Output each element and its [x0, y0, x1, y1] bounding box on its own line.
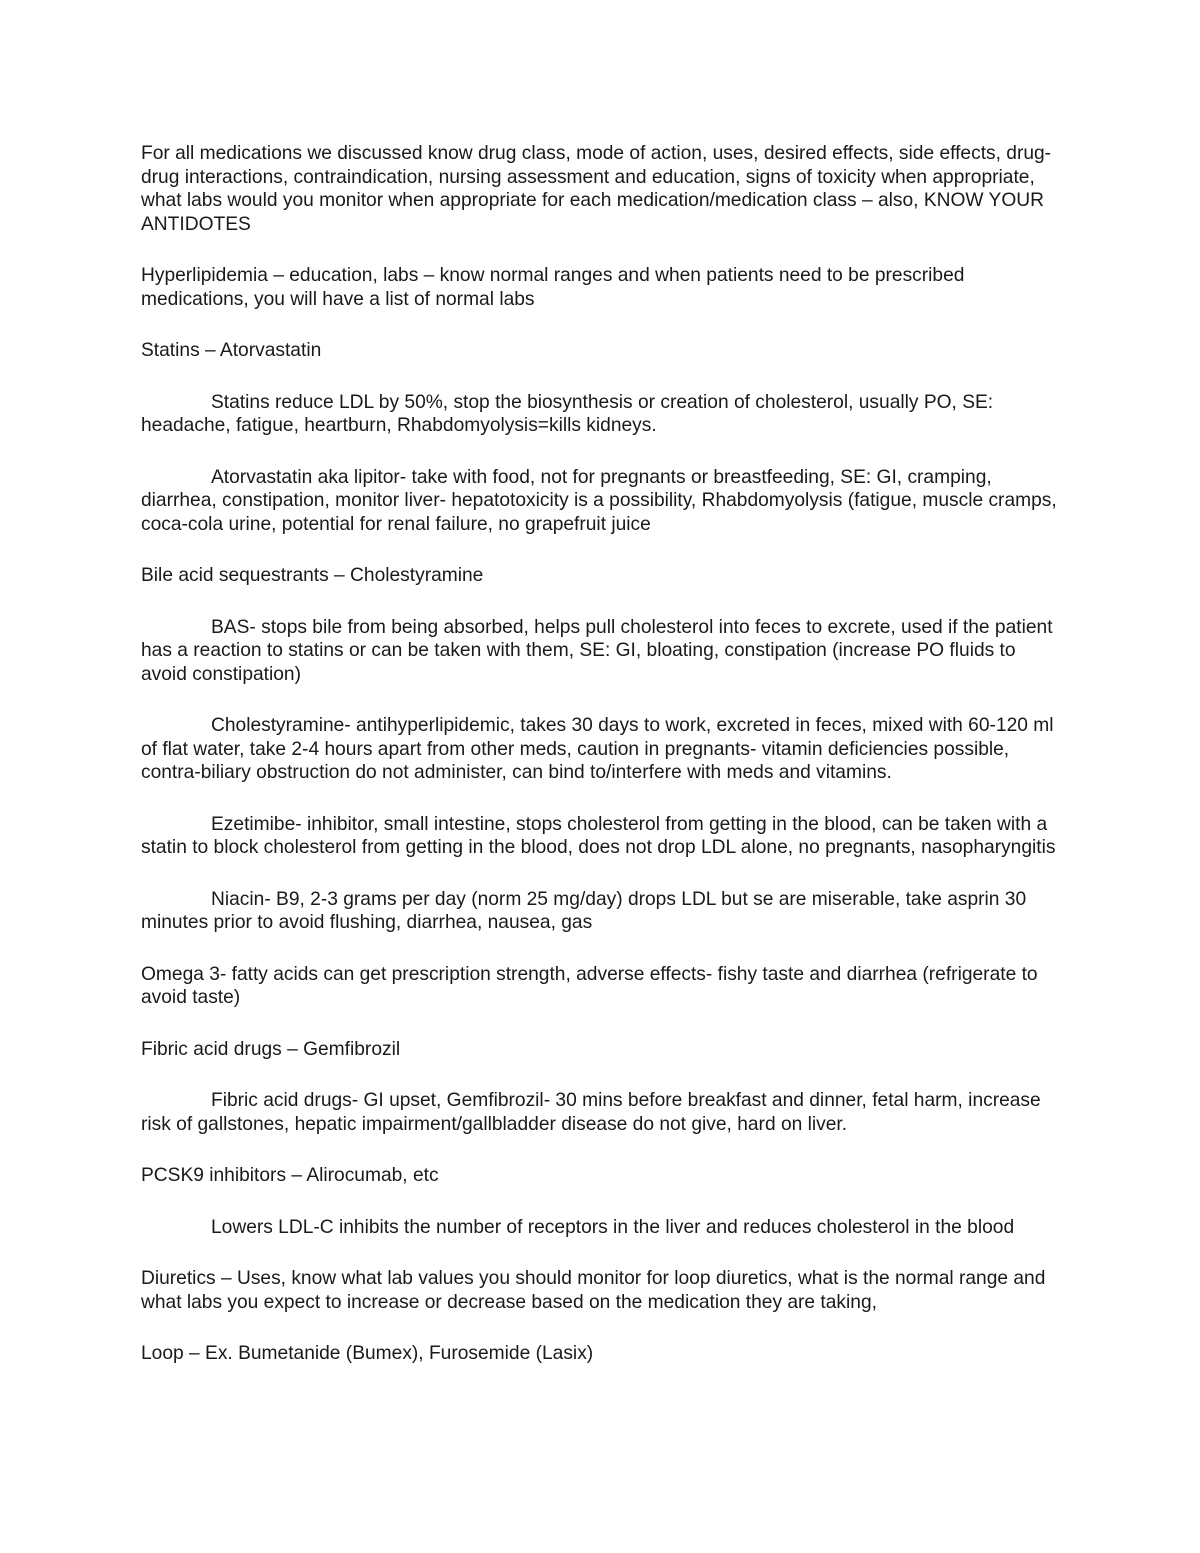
- pcsk9-heading: PCSK9 inhibitors – Alirocumab, etc: [141, 1165, 439, 1186]
- document-body: [141, 142, 1066, 1394]
- diuretics-paragraph: Diuretics – Uses, know what lab values you should monitor for loop diuretics, what is the normal range and what labs you expect to increase or decrease based on the medication they are taking,: [141, 1268, 1046, 1313]
- statins-heading: Statins – Atorvastatin: [141, 340, 322, 361]
- ezetimibe-paragraph: Ezetimibe- inhibitor, small intestine, stops cholesterol from getting in the blood, can be taken with a statin to block cholesterol from getting in the blood, does not drop LDL alone, no pregnants, nasopharyngitis: [141, 813, 1056, 858]
- bile-acid-heading: Bile acid sequestrants – Cholestyramine: [141, 565, 484, 586]
- bas-paragraph: BAS- stops bile from being absorbed, helps pull cholesterol into feces to excrete, used if the patient has a reaction to statins or can be taken with them, SE: GI, bloating, constipation (increase PO fluids to avoid constipation): [141, 616, 1053, 685]
- pcsk9-paragraph: Lowers LDL-C inhibits the number of receptors in the liver and reduces cholesterol in the blood: [211, 1216, 1015, 1238]
- niacin-paragraph: Niacin- B9, 2-3 grams per day (norm 25 mg/day) drops LDL but se are miserable, take asprin 30 minutes prior to avoid flushing, diarrhea, nausea, gas: [141, 888, 1027, 933]
- statins-paragraph: Statins reduce LDL by 50%, stop the biosynthesis or creation of cholesterol, usually PO, SE: headache, fatigue, heartburn, Rhabdomyolysis=kills kidneys.: [141, 391, 994, 436]
- hyperlipidemia-paragraph: Hyperlipidemia – education, labs – know normal ranges and when patients need to be prescribed medications, you will have a list of normal labs: [141, 265, 965, 310]
- intro-paragraph: For all medications we discussed know drug class, mode of action, uses, desired effects, side effects, drug-drug interactions, contraindication, nursing assessment and education, signs of toxicity when appropriate, what labs would you monitor when appropriate for each medication/medication class – also, KNOW YOUR ANTIDOTES: [141, 143, 1052, 235]
- fibric-acid-heading: Fibric acid drugs – Gemfibrozil: [141, 1038, 401, 1060]
- fibric-acid-paragraph: Fibric acid drugs- GI upset, Gemfibrozil- 30 mins before breakfast and dinner, fetal harm, increase risk of gallstones, hepatic impairment/gallbladder disease do not give, hard on liver.: [141, 1090, 1041, 1135]
- atorvastatin-paragraph: Atorvastatin aka lipitor- take with food, not for pregnants or breastfeeding, SE: GI, cramping, diarrhea, constipation, monitor liver- hepatotoxicity is a possibility, Rhabdomyolysis (fatigue, muscle cramps, coca-cola urine, potential for renal failure, no grapefruit juice: [141, 466, 1057, 535]
- loop-diuretics-heading: Loop – Ex. Bumetanide (Bumex), Furosemide (Lasix): [141, 1343, 594, 1364]
- cholestyramine-paragraph: Cholestyramine- antihyperlipidemic, takes 30 days to work, excreted in feces, mixed with 60-120 ml of flat water, take 2-4 hours apart from other meds, caution in pregnants- vitamin deficiencies possible, contra-biliary obstruction do not administer, can bind to/interfere with meds and vitamins.: [141, 715, 1054, 783]
- omega3-paragraph: Omega 3- fatty acids can get prescription strength, adverse effects- fishy taste and diarrhea (refrigerate to avoid taste): [141, 963, 1038, 1008]
